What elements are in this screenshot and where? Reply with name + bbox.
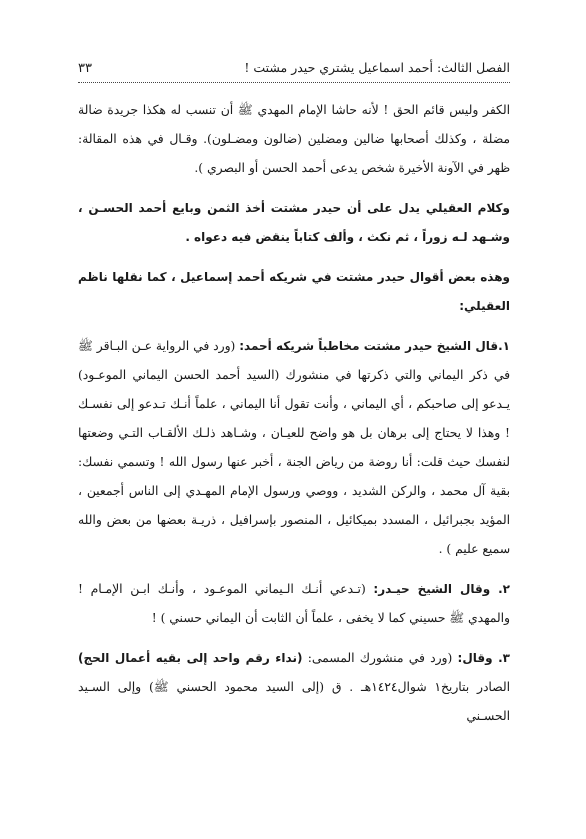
page-body: [78, 96, 510, 731]
paragraph-text: الكفر وليس قائم الحق ! لأنه حاشا الإمام المهدي ﷺ أن تنسب له هكذا جريدة ضالة مضلة ، وكذلك أصحابها ضالين ومضلين (ضالون ومضـلون). وقـال في هذه المقالة: ظهر في الآونة الأخيرة شخص يدعى أحمد الحسن أو البصري ).: [78, 103, 510, 175]
quote-2: [78, 575, 510, 633]
quote-1: [78, 332, 510, 564]
quote-lead: ٣. وقال:: [457, 651, 510, 665]
quote-text: (ورد في الرواية عـن البـاقر ﷺ في ذكر اليماني والتي ذكرتها في منشورك (السيد أحمد الحسن اليماني الموعـود) يـدعو إلى صاحبكم ، أي اليماني ، وأنت تقول أنا اليماني ، علماً أنـك تـدعو إلى نفسـك ! وهذا لا يحتاج إلى برهان بل هو واضح للعيـان ، وشـاهد ذلـك الألقـاب التـي وضعتها لنفسك حيث قلت: أنا روضة من رياض الجنة ، أخبر عنها رسول الله ! وتسمي نفسك: بقية آل محمد ، والركن الشديد ، ووصي ورسول الإمام المهـدي إلى الناس أجمعين ، المؤيد بجبرائيل ، المسدد بميكائيل ، المنصور بإسرافيل ، ذريـة بعضها من بعض والله سميع عليم ) .: [78, 339, 510, 556]
quote-3: [78, 644, 510, 731]
quote-lead: ٢. وقال الشيخ حيـدر:: [373, 582, 510, 596]
running-header: [78, 60, 510, 83]
paragraph-1: [78, 96, 510, 183]
paragraph-2: [78, 194, 510, 252]
page-number: ٣٣: [78, 61, 92, 76]
quote-text: (ورد في منشورك المسمى:: [302, 651, 458, 665]
paragraph-bold-text: وكلام العقيلي يدل على أن حيدر مشتت أخذ الثمن وبايع أحمد الحسـن ، وشـهد لـه زوراً ، ثم نكث ، وألف كتاباً ينقض فيه دعواه .: [78, 201, 510, 244]
quote-text: (تـدعي أنـك الـيماني الموعـود ، وأنـك ابـن الإمـام ! والمهدي ﷺ حسيني كما لا يخفى ، علماً أن الثابت أن اليماني حسني ) !: [78, 582, 510, 625]
quote-lead: ١.قال الشيخ حيدر مشتت مخاطباً شريكه أحمد:: [239, 339, 510, 353]
quote-bold-title: (نداء رقم واحد إلى بقيه أعمال الحج): [78, 651, 303, 665]
paragraph-bold-text: وهذه بعض أقوال حيدر مشتت في شريكه أحمد إسماعيل ، كما نقلها ناظم العقيلي:: [78, 270, 510, 313]
chapter-title: الفصل الثالث: أحمد اسماعيل يشتري حيدر مشتت !: [244, 60, 510, 75]
quote-text-continued: الصادر بتاريخ١ شوال١٤٢٤هـ . ق (إلى السيد محمود الحسني ﷺ) وإلى السـيد الحسـني: [78, 680, 510, 723]
paragraph-3: [78, 263, 510, 321]
